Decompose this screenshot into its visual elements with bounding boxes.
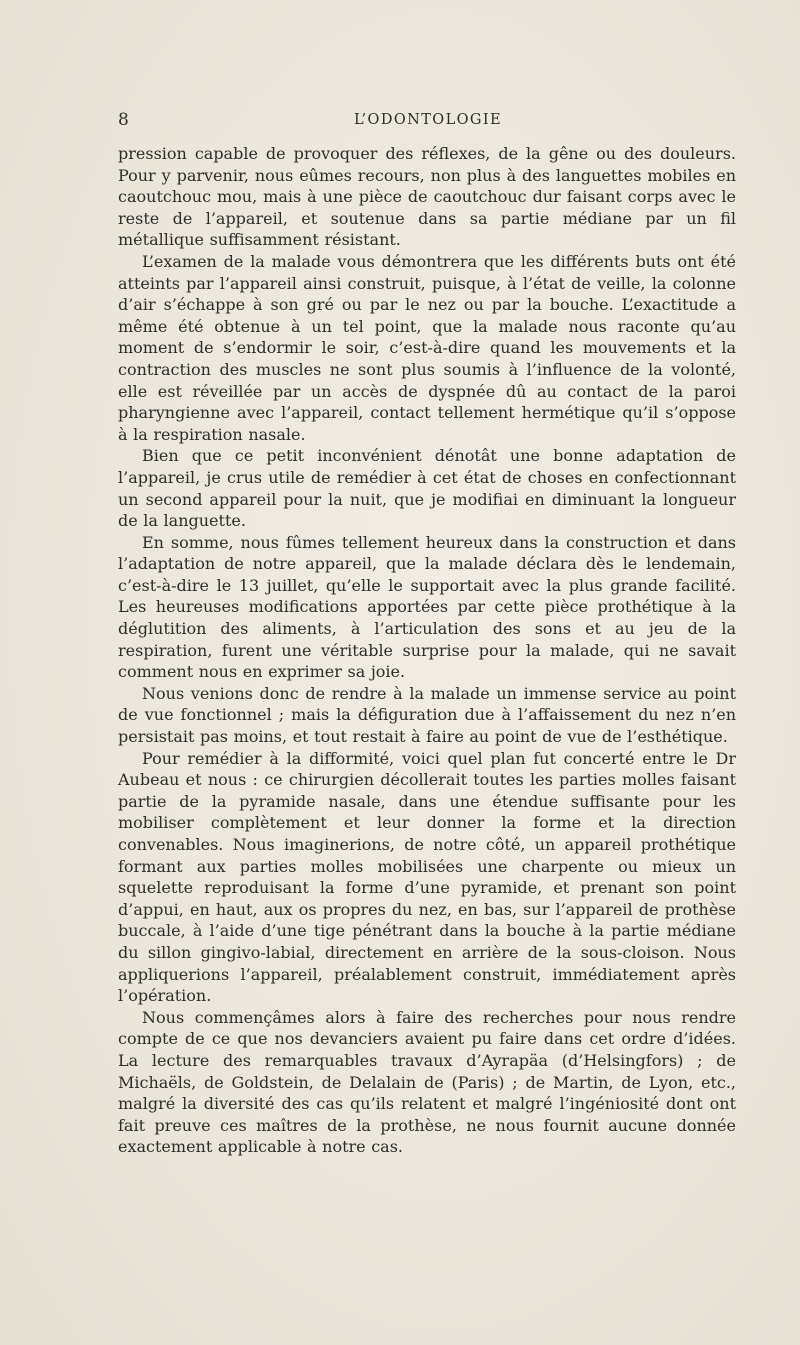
- journal-title: L’ODONTOLOGIE: [353, 112, 503, 128]
- paragraph: Pour remédier à la difformité, voici quel plan fut concerté entre le Dr Aubeau et nous : ce chirurgien décollerait toutes les parties molles faisant partie de la pyramide nasale, dans une étendue suffisante pour les mobiliser complètement et leur donner la forme et la direction convenables. Nous imaginerions, de notre côté, un appareil prothétique formant aux parties molles mobilisées une charpente ou mieux un squelette reproduisant la forme d’une pyramide, et prenant son point d’appui, en haut, aux os propres du nez, en bas, sur l’appareil de prothèse buccale, à l’aide d’une tige pénétrant dans la bouche à la partie médiane du sillon gingivo-labial, directement en arrière de la sous-cloison. Nous appliquerions l’appareil, préalablement construit, immédiatement après l’opération.: [118, 748, 736, 1006]
- body-text: [118, 143, 736, 1158]
- running-head: [118, 110, 738, 134]
- paragraph: Nous commençâmes alors à faire des recherches pour nous rendre compte de ce que nos devanciers avaient pu faire dans cet ordre d’idées. La lecture des remarquables travaux d’Ayrapäa (d’Helsingfors) ; de Michaëls, de Goldstein, de Delalain de (Paris) ; de Martin, de Lyon, etc., malgré la diversité des cas qu’ils relatent et malgré l’ingéniosité dont ont fait preuve ces maîtres de la prothèse, ne nous fournit aucune donnée exactement applicable à notre cas.: [118, 1007, 736, 1157]
- paragraph: Bien que ce petit inconvénient dénotât une bonne adaptation de l’appareil, je crus utile de remédier à cet état de choses en confectionnant un second appareil pour la nuit, que je modifiai en diminuant la longueur de la languette.: [118, 446, 736, 531]
- paragraph: L’examen de la malade vous démontrera que les différents buts ont été atteints par l’appareil ainsi construit, puisque, à l’état de veille, la colonne d’air s’échappe à son gré ou par le nez ou par la bouche. L’exactitude a même été obtenue à un tel point, que la malade nous raconte qu’au moment de s’endormir le soir, c’est-à-dire quand les mouvements et la contraction des muscles ne sont plus soumis à l’influence de la volonté, elle est réveillée par un accès de dyspnée dû au contact de la paroi pharyngienne avec l’appareil, contact tellement hermétique qu’il s’oppose à la respiration nasale.: [118, 251, 736, 444]
- paragraph: En somme, nous fûmes tellement heureux dans la construction et dans l’adaptation de notre appareil, que la malade déclara dès le lendemain, c’est-à-dire le 13 juillet, qu’elle le supportait avec la plus grande facilité. Les heureuses modifications apportées par cette pièce prothétique à la déglutition des aliments, à l’articulation des sons et au jeu de la respiration, furent une véritable surprise pour la malade, qui ne savait comment nous en exprimer sa joie.: [118, 532, 736, 682]
- page-number: 8: [118, 110, 130, 130]
- paragraph: Nous venions donc de rendre à la malade un immense service au point de vue fonctionnel ; mais la défiguration due à l’affaissement du nez n’en persistait pas moins, et tout restait à faire au point de vue de l’esthétique.: [118, 683, 736, 747]
- paragraph: pression capable de provoquer des réflexes, de la gêne ou des douleurs. Pour y parvenir, nous eûmes recours, non plus à des languettes mobiles en caoutchouc mou, mais à une pièce de caoutchouc dur faisant corps avec le reste de l’appareil, et soutenue dans sa partie médiane par un fil métallique suffisamment résistant.: [118, 144, 736, 250]
